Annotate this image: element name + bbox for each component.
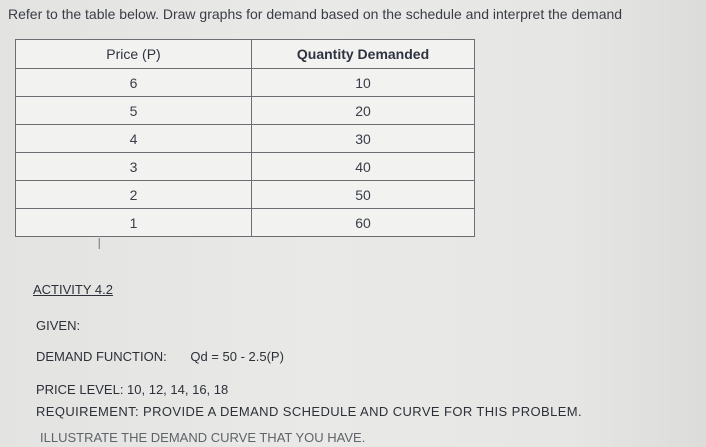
table-row bbox=[16, 97, 475, 125]
table-header-row bbox=[16, 40, 475, 69]
table-row bbox=[16, 69, 475, 97]
price-cell: 5 bbox=[16, 97, 252, 125]
quantity-cell: 20 bbox=[252, 97, 475, 125]
demand-function-label: DEMAND FUNCTION: bbox=[36, 349, 167, 364]
requirement-line: REQUIREMENT: PROVIDE A DEMAND SCHEDULE AND CURVE FOR THIS PROBLEM. bbox=[36, 404, 583, 419]
activity-title: ACTIVITY 4.2 bbox=[33, 282, 113, 297]
table-row bbox=[16, 181, 475, 209]
instruction-text: Refer to the table below. Draw graphs for demand based on the schedule and interpret the demand bbox=[8, 6, 623, 22]
table-row bbox=[16, 125, 475, 153]
demand-function-line bbox=[36, 349, 284, 364]
illustrate-text: ILLUSTRATE THE DEMAND CURVE THAT YOU HAVE. bbox=[40, 430, 366, 445]
quantity-cell: 50 bbox=[252, 181, 475, 209]
price-cell: 6 bbox=[16, 69, 252, 97]
illustrate-line bbox=[40, 430, 365, 445]
price-cell: 1 bbox=[16, 209, 252, 237]
demand-function-equation: Qd = 50 - 2.5(P) bbox=[190, 349, 284, 364]
price-header: Price (P) bbox=[16, 40, 252, 69]
quantity-cell: 60 bbox=[252, 209, 475, 237]
price-cell: 3 bbox=[16, 153, 252, 181]
text-cursor-icon: I bbox=[97, 236, 102, 253]
given-label: GIVEN: bbox=[36, 318, 81, 333]
price-level-line: PRICE LEVEL: 10, 12, 14, 16, 18 bbox=[36, 382, 229, 397]
quantity-header: Quantity Demanded bbox=[252, 40, 475, 69]
demand-schedule-table bbox=[15, 39, 475, 237]
table-row bbox=[16, 153, 475, 181]
price-cell: 2 bbox=[16, 181, 252, 209]
table-row bbox=[16, 209, 475, 237]
quantity-cell: 40 bbox=[252, 153, 475, 181]
quantity-cell: 30 bbox=[252, 125, 475, 153]
price-cell: 4 bbox=[16, 125, 252, 153]
quantity-cell: 10 bbox=[252, 69, 475, 97]
